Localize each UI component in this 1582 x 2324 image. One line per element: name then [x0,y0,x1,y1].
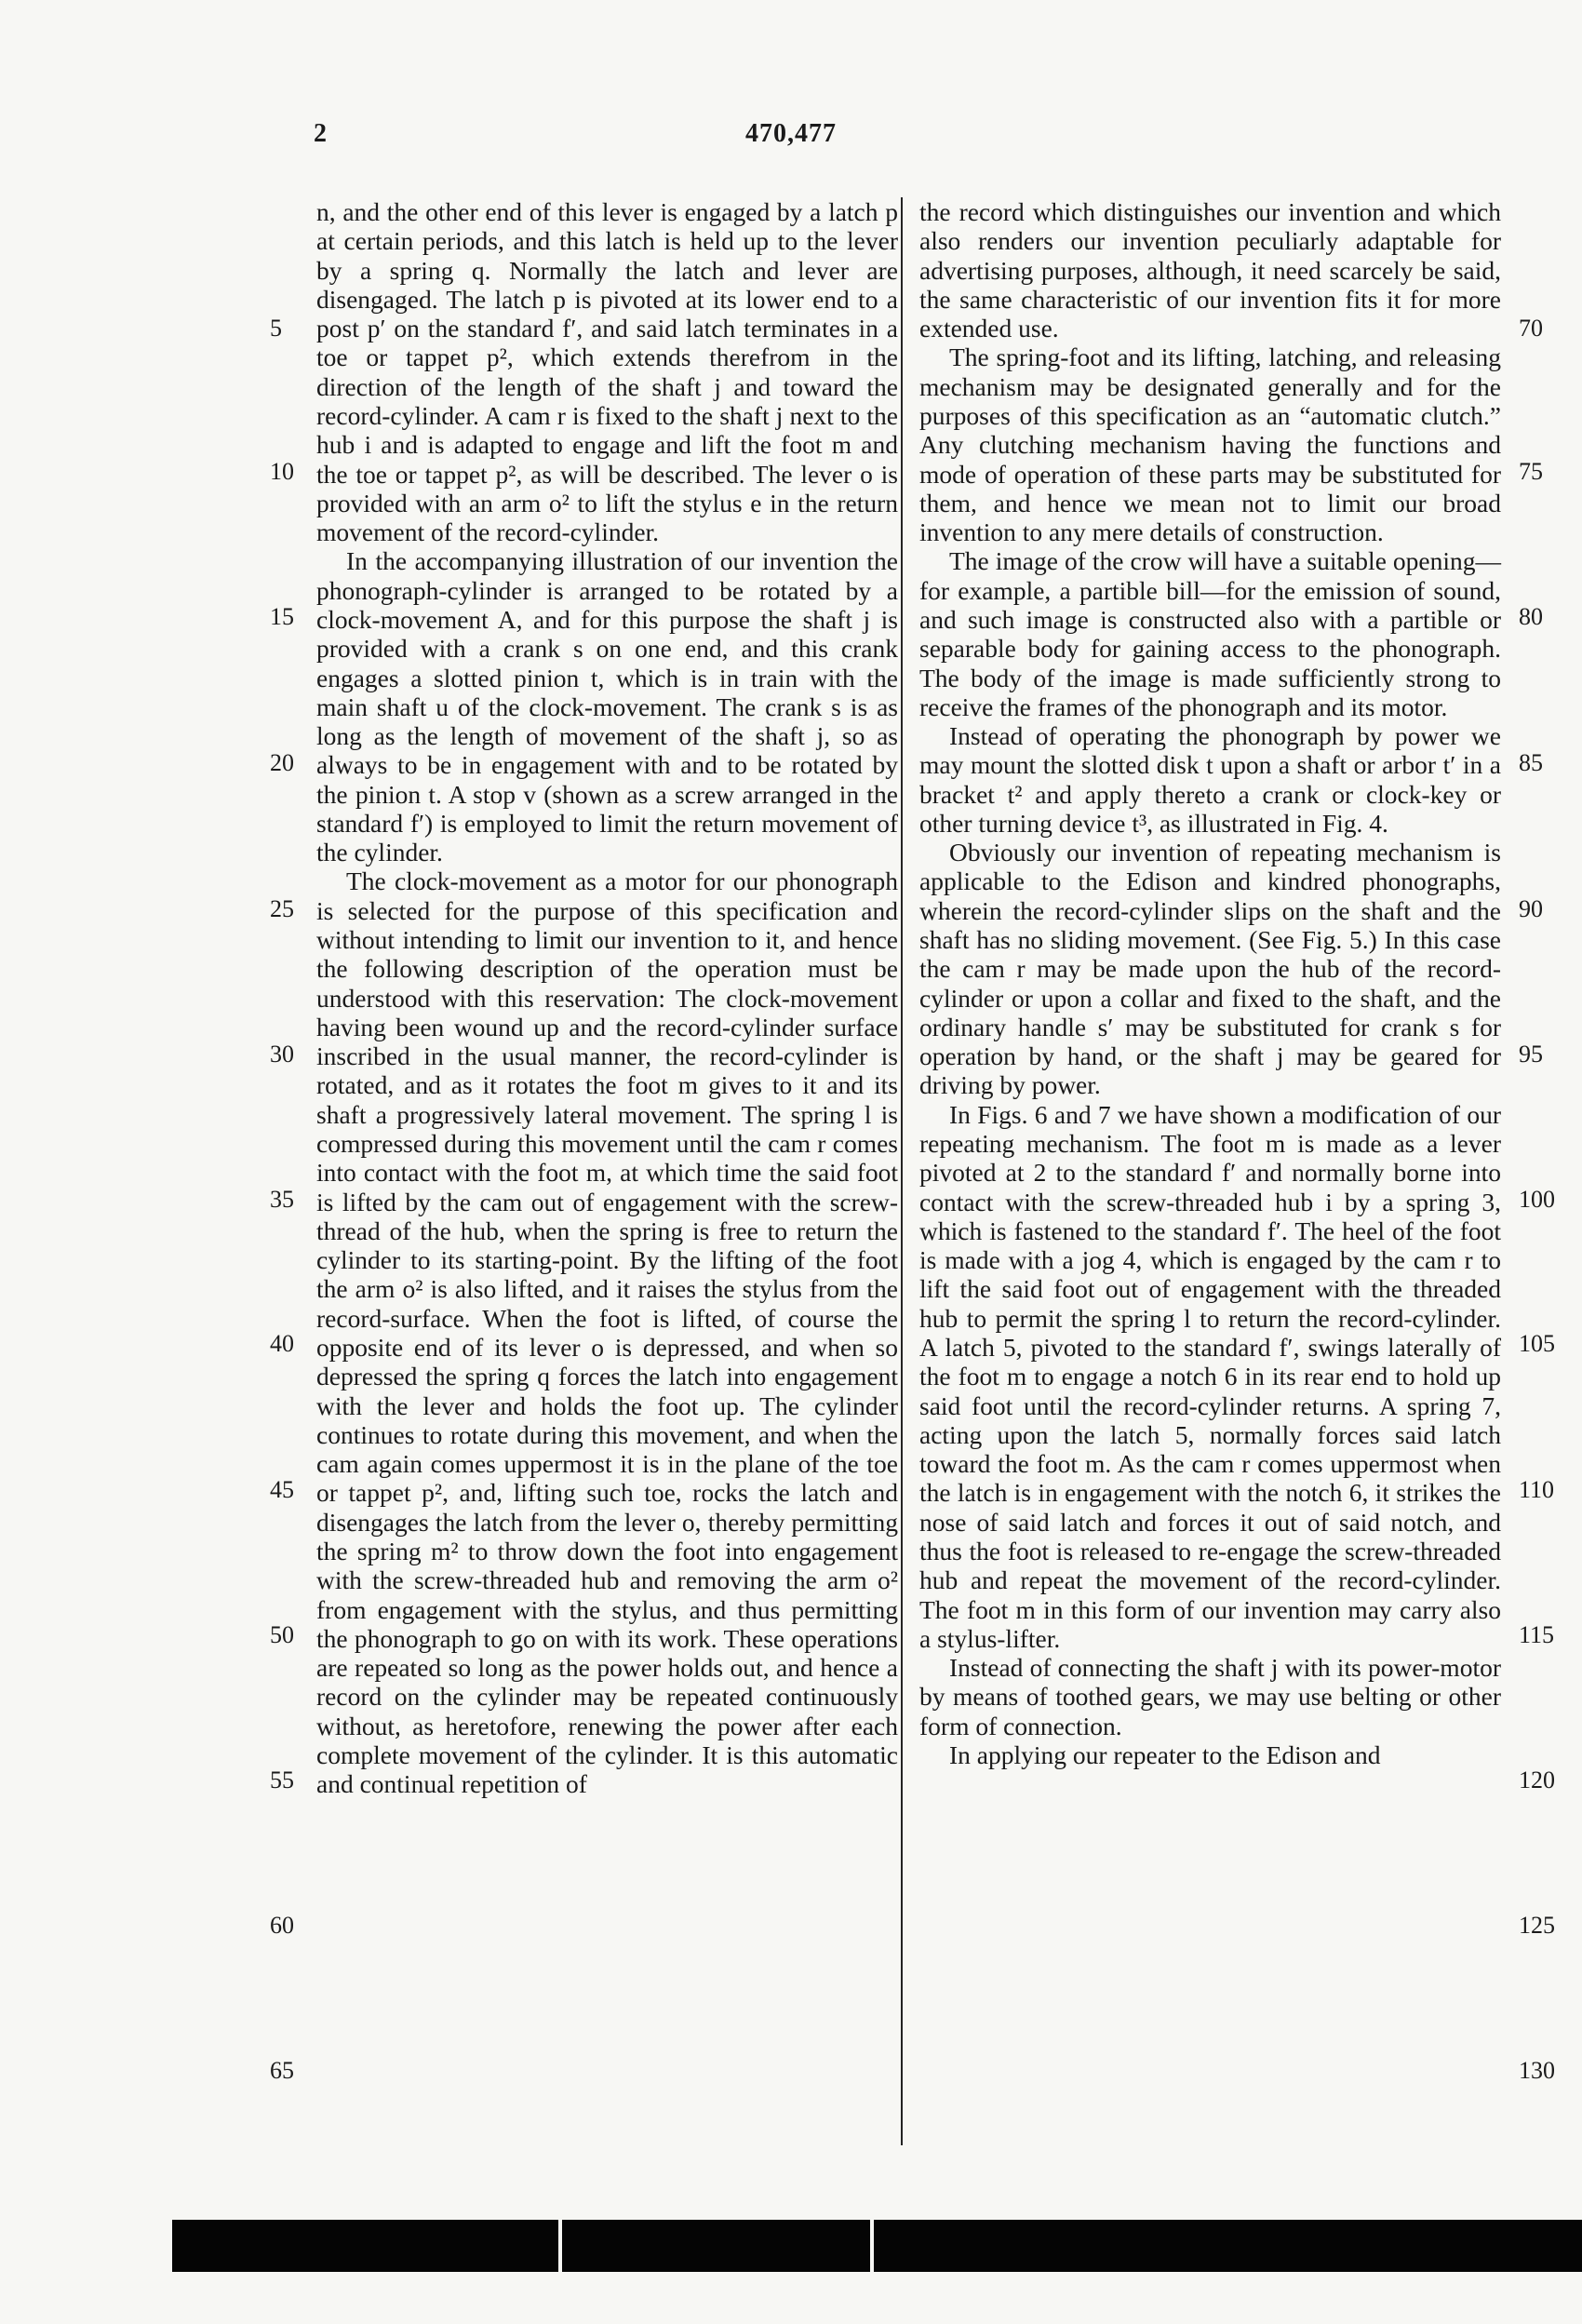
line-number: 125 [1519,1912,1555,1939]
page-number: 2 [314,119,327,148]
line-number: 45 [270,1476,294,1503]
left-column [316,197,898,1798]
paragraph: The clock-movement as a motor for our phonograph is selected for the purpose of this specification and without intending to limit our invention to it, and hence the following description of the operation must be understood with this reservation: The clock-movement having been wound up and the record-cylinder surface inscribed in the usual manner, the record-cylinder is rotated, and as it rotates the foot m gives to it and its shaft a progressively lateral movement. The spring l is compressed during this movement until the cam r comes into contact with the foot m, at which time the said foot is lifted by the cam out of engagement with the screw-thread of the hub, when the spring is free to return the cylinder to its starting-point. By the lifting of the foot the arm o² is also lifted, and it raises the stylus from the record-surface. When the foot is lifted, of course the opposite end of its lever o is depressed, and when so depressed the spring q forces the latch into engagement with the lever and holds the foot up. The cylinder continues to rotate during this movement, and when the cam again comes uppermost it is in the plane of the toe or tappet p², and, lifting such toe, rocks the latch and disengages the latch from the lever o, thereby permitting the spring m² to throw down the foot into engagement with the screw-threaded hub and removing the arm o² from engagement with the stylus, and thus permitting the phonograph to go on with its work. These operations are repeated so long as the power holds out, and hence a record on the cylinder may be repeated continuously without, as heretofore, renewing the power after each complete movement of the cylinder. It is this automatic and continual repetition of [316,866,898,1799]
line-number: 20 [270,749,294,776]
right-column [919,197,1501,1769]
paragraph: In applying our repeater to the Edison and [949,1740,1381,1769]
line-number: 85 [1519,749,1543,776]
line-number: 120 [1519,1767,1555,1793]
line-number: 90 [1519,895,1543,922]
line-number: 55 [270,1767,294,1793]
line-number: 10 [270,458,294,485]
scan-border-gap [558,2220,562,2272]
line-number: 30 [270,1041,294,1068]
paragraph: The spring-foot and its lifting, latching, and releasing mechanism may be designated generally and for the purposes of this specification as an “automatic clutch.” Any clutching mechanism having the functions and mode of operation of these parts may be substituted for them, and hence we mean not to limit our broad invention to any mere details of construction. [919,343,1501,547]
line-number: 95 [1519,1041,1543,1068]
scan-border-bar [172,2220,1582,2272]
paragraph: the record which distinguishes our invention and which also renders our invention peculiarly adaptable for advertising purposes, although, it need scarcely be said, the same characteristic of our invention fits it for more extended use. [919,197,1501,343]
line-number: 115 [1519,1621,1555,1648]
paragraph: The image of the crow will have a suitable opening—for example, a partible bill—for the emission of sound, and such image is constructed also with a partible or separable body for gaining access to the phonograph. The body of the image is made sufficiently strong to receive the frames of the phonograph and its motor. [919,546,1501,721]
line-number: 5 [270,315,282,342]
paragraph: Obviously our invention of repeating mechanism is applicable to the Edison and kindred phonographs, wherein the record-cylinder slips on the shaft and the shaft has no sliding movement. (See Fig. 5.) In this case the cam r may be made upon the hub of the record-cylinder or upon a collar and fixed to the shaft, and the ordinary handle s′ may be substituted for crank s for operation by hand, or the shaft j may be geared for driving by power. [919,838,1501,1100]
line-number: 25 [270,895,294,922]
line-number: 15 [270,603,294,630]
line-number: 50 [270,1621,294,1648]
line-number: 60 [270,1912,294,1939]
line-number: 100 [1519,1186,1555,1213]
scan-border-gap [870,2220,874,2272]
line-number: 80 [1519,603,1543,630]
line-number: 40 [270,1330,294,1357]
line-number: 70 [1519,315,1543,342]
paragraph: Instead of connecting the shaft j with its power-motor by means of toothed gears, we may use belting or other form of connection. [919,1653,1501,1740]
column-divider [901,197,903,2145]
line-number: 110 [1519,1476,1555,1503]
line-number: 65 [270,2057,294,2084]
line-number: 75 [1519,458,1543,485]
paragraph: Instead of operating the phonograph by power we may mount the slotted disk t upon a shaft or arbor t′ in a bracket t² and apply thereto a crank or clock-key or other turning device t³, as illustrated in Fig. 4. [919,721,1501,838]
line-number: 105 [1519,1330,1555,1357]
line-number: 35 [270,1186,294,1213]
paragraph: n, and the other end of this lever is engaged by a latch p at certain periods, and this latch is held up to the lever by a spring q. Normally the latch and lever are disengaged. The latch p is pivoted at its lower end to a post p′ on the standard f′, and said latch terminates in a toe or tappet p², which extends therefrom in the direction of the length of the shaft j and toward the record-cylinder. A cam r is fixed to the shaft j next to the hub i and is adapted to engage and lift the foot m and the toe or tappet p², as will be described. The lever o is provided with an arm o² to lift the stylus e in the return movement of the record-cylinder. [316,197,898,547]
paragraph: In the accompanying illustration of our invention the phonograph-cylinder is arranged to be rotated by a clock-movement A, and for this purpose the shaft j is provided with a crank s on one end, and this crank engages a slotted pinion t, which is in train with the main shaft u of the clock-movement. The crank s is as long as the length of movement of the shaft j, so as always to be in engagement with and to be rotated by the pinion t. A stop v (shown as a screw arranged in the standard f′) is employed to limit the return movement of the cylinder. [316,546,898,867]
line-number: 130 [1519,2057,1555,2084]
paragraph: In Figs. 6 and 7 we have shown a modification of our repeating mechanism. The foot m is made as a lever pivoted at 2 to the standard f′ and normally borne into contact with the screw-threaded hub i by a spring 3, which is fastened to the standard f′. The heel of the foot is made with a jog 4, which is engaged by the cam r to lift the said foot out of engagement with the threaded hub to permit the spring l to return the record-cylinder. A latch 5, pivoted to the standard f′, swings laterally of the foot m to engage a notch 6 in its rear end to hold up said foot until the record-cylinder returns. A spring 7, acting upon the latch 5, normally forces said latch toward the foot m. As the cam r comes uppermost when the latch is in engagement with the notch 6, it strikes the nose of said latch and forces it out of said notch, and thus the foot is released to re-engage the screw-threaded hub and repeat the movement of the record-cylinder. The foot m in this form of our invention may carry also a stylus-lifter. [919,1099,1501,1653]
patent-number: 470,477 [745,119,837,148]
